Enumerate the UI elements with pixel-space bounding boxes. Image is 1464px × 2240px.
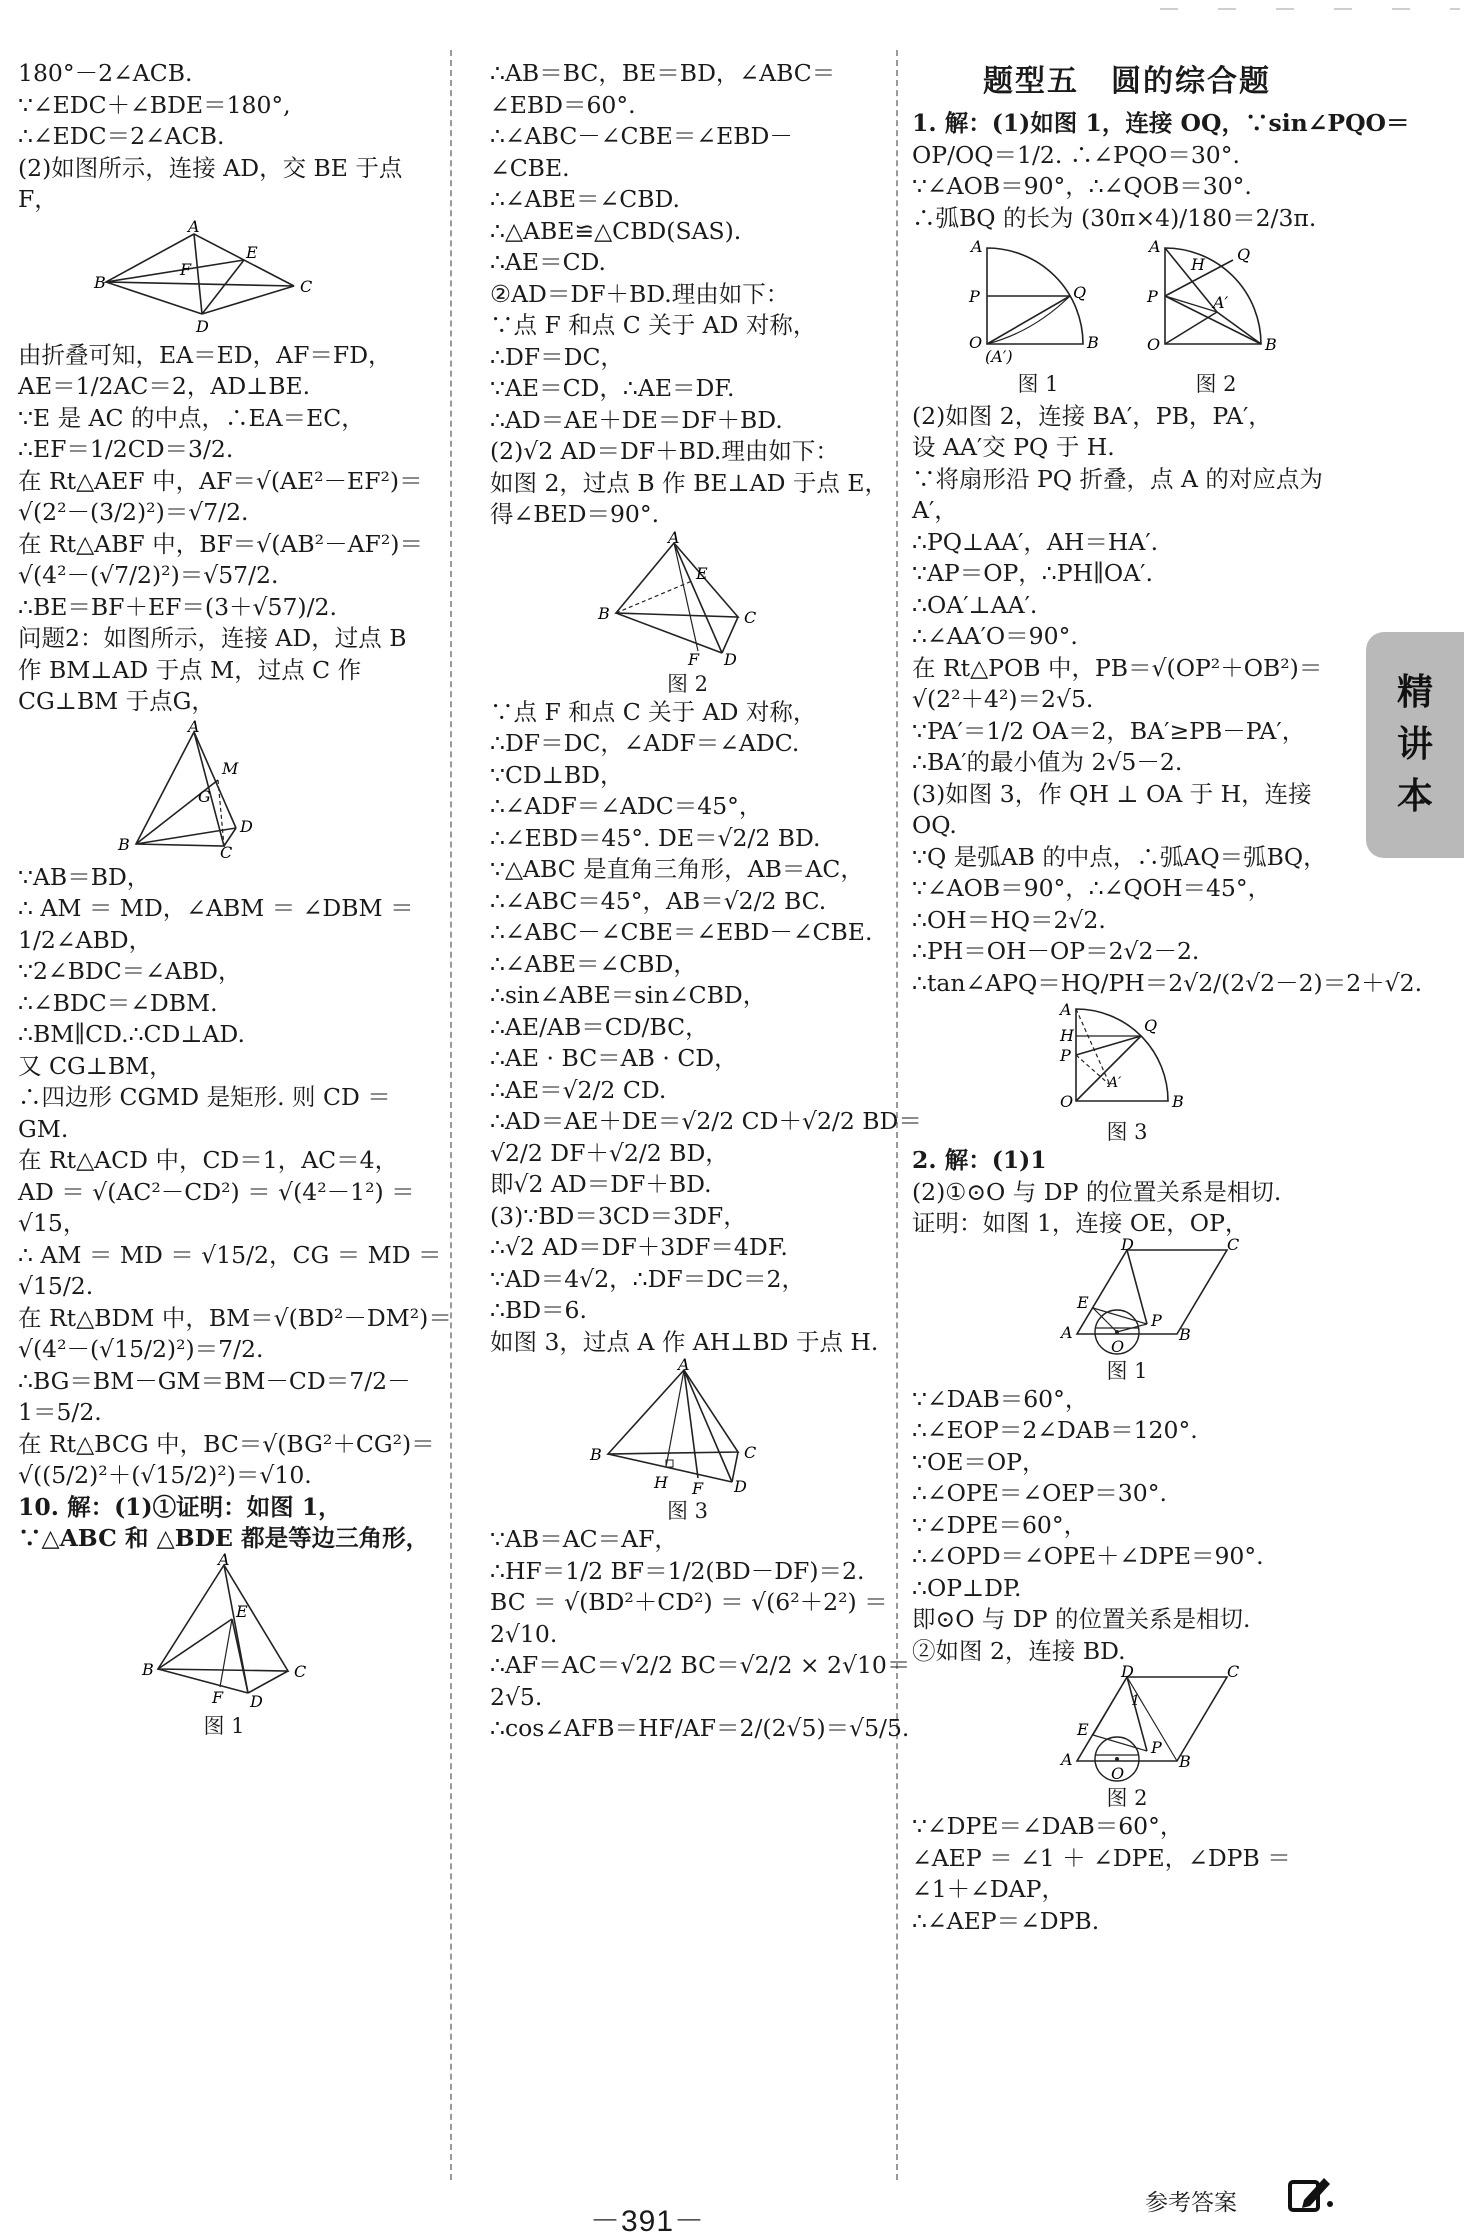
- figure-caption: 图 1: [1106, 1358, 1148, 1383]
- text-line: ∴ AM ＝ MD ＝ √15/2，CG ＝ MD ＝: [18, 1240, 442, 1269]
- svg-text:G: G: [198, 786, 211, 806]
- text-line: √(4²－(√7/2)²)＝√57/2.: [18, 561, 279, 589]
- top-edge-marks: [1160, 0, 1460, 19]
- svg-text:C: C: [743, 1443, 756, 1462]
- text-line: (2)√2 AD＝DF＋BD.理由如下：: [490, 437, 839, 465]
- text-line: √(4²－(√15/2)²)＝7/2.: [18, 1335, 264, 1363]
- text-line: ∴BM∥CD.∴CD⊥AD.: [18, 1020, 245, 1048]
- svg-text:D: D: [723, 649, 737, 669]
- text-line: ∴∠ABC－∠CBE＝∠EBD－∠CBE.: [490, 918, 873, 946]
- text-line: √((5/2)²＋(√15/2)²)＝√10.: [18, 1461, 312, 1489]
- svg-text:A: A: [677, 1355, 690, 1374]
- figures-sector-1-2: [912, 238, 1342, 397]
- svg-text:D: D: [1121, 1234, 1134, 1254]
- svg-text:C: C: [1227, 1662, 1240, 1681]
- svg-text:O: O: [1147, 335, 1161, 354]
- text-line: ∠AEP ＝ ∠1 ＋ ∠DPE，∠DPB ＝: [912, 1843, 1291, 1872]
- svg-text:P: P: [1060, 1046, 1071, 1065]
- figure-2-right-triangle: [490, 527, 885, 669]
- text-line: ②如图 2，连接 BD.: [912, 1636, 1126, 1665]
- svg-text:P: P: [1151, 1310, 1162, 1330]
- text-line: ∴AF＝AC＝√2/2 BC＝√2/2 × 2√10＝: [490, 1651, 911, 1679]
- text-line: ∴AB＝BC，BE＝BD，∠ABC＝: [490, 59, 836, 87]
- svg-text:E: E: [695, 563, 708, 583]
- text-line: ∵Q 是弧AB 的中点，∴弧AQ＝弧BQ，: [912, 842, 1327, 871]
- svg-text:P: P: [969, 287, 980, 306]
- text-line: ∵点 F 和点 C 关于 AD 对称，: [490, 311, 817, 339]
- text-line: ∠EBD＝60°.: [490, 90, 636, 119]
- figure-rhombus-1: [912, 1234, 1342, 1356]
- svg-text:B: B: [1087, 333, 1099, 352]
- text-line: ∴BA′的最小值为 2√5－2.: [912, 748, 1183, 776]
- text-line: ∴∠EDC＝2∠ACB.: [18, 122, 225, 150]
- text-line: 证明：如图 1，连接 OE，OP，: [912, 1209, 1249, 1237]
- text-line: √15/2.: [18, 1272, 94, 1300]
- text-line: 得∠BED＝90°.: [490, 500, 660, 528]
- text-line: ∵CD⊥BD，: [490, 760, 624, 789]
- text-line: ∵∠DPE＝∠DAB＝60°，: [912, 1812, 1184, 1840]
- figure-caption: 图 2: [666, 671, 709, 696]
- text-line: ∴cos∠AFB＝HF/AF＝2/(2√5)＝√5/5.: [490, 1714, 910, 1742]
- svg-text:A: A: [1061, 1750, 1073, 1769]
- edit-pencil-icon: [1284, 2172, 1334, 2222]
- text-line: (3)如图 3，作 QH ⊥ OA 于 H，连接 OQ.: [912, 779, 1312, 839]
- text-line: ∵AD＝4√2，∴DF＝DC＝2，: [490, 1264, 806, 1293]
- text-line: (3)∵BD＝3CD＝3DF，: [490, 1201, 747, 1230]
- svg-text:C: C: [220, 842, 233, 862]
- text-line: 如图 3，过点 A 作 AH⊥BD 于点 H.: [490, 1327, 879, 1356]
- svg-text:P: P: [1151, 1738, 1162, 1757]
- svg-text:A: A: [188, 716, 200, 736]
- text-line: ∵点 F 和点 C 关于 AD 对称，: [490, 697, 817, 726]
- text-line: AD ＝ √(AC²－CD²) ＝ √(4²－1²) ＝: [18, 1177, 415, 1206]
- svg-text:B: B: [1179, 1752, 1191, 1771]
- text-line: ∴弧BQ 的长为 (30π×4)/180＝2/3π.: [912, 203, 1317, 232]
- figure-equilateral-triangles: [18, 1549, 430, 1711]
- svg-text:B: B: [142, 1659, 154, 1679]
- svg-text:D: D: [240, 816, 253, 836]
- figure-3-triangle: [490, 1355, 885, 1498]
- column-divider-left: [450, 50, 452, 2180]
- text-line: ∴tan∠APQ＝HQ/PH＝2√2/(2√2－2)＝2＋√2.: [912, 968, 1423, 997]
- text-line: (2)①⊙O 与 DP 的位置关系是相切.: [912, 1177, 1282, 1206]
- text-line: 在 Rt△AEF 中，AF＝√(AE²－EF²)＝: [18, 466, 423, 495]
- text-line: ∵OE＝OP，: [912, 1447, 1046, 1476]
- section-title: 题型五 圆的综合题: [983, 64, 1271, 99]
- text-line: BC ＝ √(BD²＋CD²) ＝ √(6²＋2²) ＝: [490, 1588, 888, 1616]
- text-line: ∴AE＝CD.: [490, 248, 607, 276]
- svg-text:F: F: [180, 259, 192, 279]
- svg-text:A: A: [971, 237, 983, 256]
- footer-reference-label: 参考答案: [1145, 2190, 1237, 2216]
- text-line: √(2²＋4²)＝2√5.: [912, 685, 1094, 713]
- svg-text:C: C: [1227, 1234, 1240, 1254]
- text-line: ∴∠AA′O＝90°.: [912, 622, 1078, 650]
- text-line: ∴∠ABE＝∠CBD.: [490, 185, 680, 213]
- figure-caption: 图 1: [203, 1713, 245, 1738]
- text-line: ∵AP＝OP，∴PH∥OA′.: [912, 559, 1153, 587]
- text-line: ∴BG＝BM－GM＝BM－CD＝7/2－: [18, 1366, 411, 1395]
- svg-text:O: O: [1060, 1092, 1074, 1111]
- svg-text:D: D: [196, 316, 209, 336]
- svg-text:E: E: [1077, 1720, 1089, 1739]
- text-line: ∴HF＝1/2 BF＝1/2(BD－DF)＝2.: [490, 1556, 865, 1585]
- svg-text:F: F: [691, 1479, 703, 1498]
- text-line: ∴DF＝DC，: [490, 342, 624, 371]
- svg-text:M: M: [222, 758, 239, 778]
- svg-text:P: P: [1147, 287, 1158, 306]
- figure-fold-triangle: [18, 216, 430, 336]
- side-tab-char: 精: [1396, 672, 1433, 713]
- text-line: 即√2 AD＝DF＋BD.: [490, 1170, 712, 1198]
- svg-text:F: F: [212, 1687, 224, 1707]
- text-line: ∴OP⊥DP.: [912, 1573, 1022, 1602]
- svg-text:A: A: [1061, 1322, 1073, 1342]
- text-line: 在 Rt△ABF 中，BF＝√(AB²－AF²)＝: [18, 529, 423, 558]
- text-line: ∵∠DPE＝60°，: [912, 1510, 1088, 1539]
- svg-text:B: B: [118, 834, 130, 854]
- text-line: ∵PA′＝1/2 OA＝2，BA′≥PB－PA′，: [912, 716, 1306, 745]
- text-line: ∴DF＝DC，∠ADF＝∠ADC.: [490, 729, 800, 757]
- svg-text:B: B: [1265, 335, 1277, 354]
- svg-text:E: E: [246, 242, 258, 262]
- column-middle: [490, 58, 922, 1745]
- svg-text:B: B: [1179, 1324, 1191, 1344]
- svg-text:H: H: [653, 1473, 668, 1492]
- text-line: ∴AE＝√2/2 CD.: [490, 1075, 667, 1104]
- svg-text:C: C: [743, 607, 756, 627]
- svg-text:A: A: [1060, 1000, 1072, 1019]
- text-line: ∴OA′⊥AA′.: [912, 590, 1038, 619]
- text-line: 设 AA′交 PQ 于 H.: [912, 433, 1115, 461]
- column-left: [18, 58, 452, 1739]
- svg-text:C: C: [294, 1661, 307, 1681]
- text-line: ∵将扇形沿 PQ 折叠，点 A 的对应点为 A′，: [912, 464, 1323, 524]
- svg-text:C: C: [300, 276, 313, 296]
- svg-text:(A′): (A′): [985, 347, 1013, 366]
- text-line: ∴ AM ＝ MD，∠ABM ＝ ∠DBM ＝: [18, 894, 414, 922]
- text-line: ∵AB＝AC＝AF，: [490, 1525, 678, 1553]
- text-line: 1/2∠ABD，: [18, 925, 153, 954]
- text-line: ∴√2 AD＝DF＋3DF＝4DF.: [490, 1233, 788, 1261]
- text-line: 即⊙O 与 DP 的位置关系是相切.: [912, 1605, 1251, 1633]
- text-line: ∴∠ABC－∠CBE＝∠EBD－: [490, 122, 793, 150]
- text-line: (2)如图所示，连接 AD，交 BE 于点F，: [18, 153, 403, 213]
- text-line: ∴AE/AB＝CD/BC，: [490, 1012, 709, 1041]
- text-line: 1＝5/2.: [18, 1398, 102, 1426]
- text-line: 在 Rt△BDM 中，BM＝√(BD²－DM²)＝: [18, 1303, 452, 1332]
- text-line: 由折叠可知，EA＝ED，AF＝FD，: [18, 340, 392, 369]
- text-line: ∵∠AOB＝90°，∴∠QOB＝30°.: [912, 172, 1252, 200]
- side-tab-char: 本: [1396, 776, 1433, 817]
- text-line: OP/OQ＝1/2. ∴∠PQO＝30°.: [912, 140, 1240, 169]
- text-line: ∵△ABC 是直角三角形，AB＝AC，: [490, 855, 864, 883]
- text-line: ∴∠ABC＝45°，AB＝√2/2 BC.: [490, 886, 827, 915]
- text-line: 2√10.: [490, 1619, 558, 1648]
- text-line: √15，: [18, 1209, 87, 1237]
- text-line: (2)如图 2，连接 BA′，PB，PA′，: [912, 401, 1272, 430]
- text-line: ∠CBE.: [490, 153, 570, 182]
- text-line: ∵E 是 AC 的中点，∴EA＝EC，: [18, 403, 365, 432]
- svg-text:Q: Q: [1144, 1016, 1158, 1035]
- text-line: 在 Rt△BCG 中，BC＝√(BG²＋CG²)＝: [18, 1429, 435, 1458]
- svg-text:D: D: [1121, 1662, 1134, 1681]
- svg-text:A: A: [188, 216, 200, 236]
- text-line: ∴BE＝BF＋EF＝(3＋√57)/2.: [18, 592, 337, 621]
- text-line: ②AD＝DF＋BD.理由如下：: [490, 279, 790, 308]
- question-2-heading: 2. 解：(1)1: [912, 1146, 1047, 1174]
- text-line: ∴OH＝HQ＝2√2.: [912, 905, 1106, 934]
- figure-caption: 图 3: [1106, 1120, 1148, 1144]
- svg-text:A: A: [667, 527, 680, 547]
- svg-text:H: H: [1191, 255, 1205, 274]
- text-line: ∴∠EOP＝2∠DAB＝120°.: [912, 1416, 1198, 1444]
- text-line: ∴∠BDC＝∠DBM.: [18, 988, 218, 1017]
- text-line: ∴AD＝AE＋DE＝DF＋BD.: [490, 405, 783, 434]
- svg-text:B: B: [597, 603, 610, 623]
- text-line: ∴PH＝OH－OP＝2√2－2.: [912, 937, 1200, 965]
- text-line: 在 Rt△POB 中，PB＝√(OP²＋OB²)＝: [912, 653, 1323, 682]
- svg-text:B: B: [94, 272, 106, 292]
- text-line: √(2²－(3/2)²)＝√7/2.: [18, 498, 249, 526]
- text-line: ∴△ABE≌△CBD(SAS).: [490, 216, 742, 245]
- text-line: 2√5.: [490, 1682, 543, 1711]
- svg-text:E: E: [1077, 1292, 1089, 1312]
- figure-problem2-triangle: [18, 716, 430, 862]
- svg-text:O: O: [969, 333, 983, 352]
- figure-rhombus-2: [912, 1662, 1342, 1783]
- problem-10-heading: 10. 解：(1)①证明：如图 1，∵△ABC 和 △BDE 都是等边三角形，: [18, 1492, 430, 1552]
- svg-text:1: 1: [1131, 1693, 1140, 1709]
- svg-text:D: D: [250, 1691, 263, 1711]
- figure-caption: 图 2: [1195, 371, 1237, 396]
- svg-text:Q: Q: [1237, 245, 1251, 264]
- text-line: 又 CG⊥BM，: [18, 1051, 173, 1080]
- text-line: ∴∠ABE＝∠CBD，: [490, 949, 697, 978]
- text-line: ∴∠ADF＝∠ADC＝45°，: [490, 792, 763, 820]
- text-line: ∵AE＝CD，∴AE＝DF.: [490, 374, 735, 402]
- svg-text:F: F: [687, 649, 699, 669]
- text-line: ∴BD＝6.: [490, 1296, 587, 1324]
- figure-sector-3: [912, 1000, 1342, 1115]
- side-tab-char: 讲: [1396, 724, 1433, 765]
- svg-text:D: D: [733, 1477, 747, 1496]
- text-line: ∠1＋∠DAP，: [912, 1875, 1065, 1903]
- svg-text:O: O: [1111, 1764, 1125, 1783]
- text-line: ∴∠AEP＝∠DPB.: [912, 1906, 1100, 1935]
- page-number: －391－: [590, 2205, 706, 2238]
- text-line: ∴sin∠ABE＝sin∠CBD，: [490, 981, 767, 1009]
- text-line: 问题2：如图所示，连接 AD，过点 B 作 BM⊥AD 于点 M，过点 C 作 CG⊥BM 于点G，: [18, 624, 407, 715]
- text-line: ∵2∠BDC＝∠ABD，: [18, 957, 242, 985]
- side-tab-jingjiangben: [1366, 632, 1464, 858]
- text-line: ∵∠AOB＝90°，∴∠QOH＝45°，: [912, 874, 1272, 902]
- text-line: 180°－2∠ACB.: [18, 59, 193, 87]
- svg-text:A′: A′: [1213, 293, 1229, 312]
- svg-text:A: A: [218, 1549, 230, 1569]
- text-line: ∴∠OPE＝∠OEP＝30°.: [912, 1479, 1167, 1507]
- figure-caption: 图 2: [1106, 1786, 1148, 1810]
- text-line: ∴EF＝1/2CD＝3/2.: [18, 435, 234, 463]
- text-line: ∴∠OPD＝∠OPE＋∠DPE＝90°.: [912, 1542, 1264, 1570]
- column-right: [912, 58, 1423, 1937]
- figure-caption: 图 1: [1017, 371, 1059, 396]
- text-line: ∴AE · BC＝AB · CD，: [490, 1044, 738, 1072]
- text-line: 如图 2，过点 B 作 BE⊥AD 于点 E，: [490, 468, 889, 497]
- text-line: ∴四边形 CGMD 是矩形. 则 CD ＝ GM.: [18, 1083, 391, 1143]
- svg-text:B: B: [1172, 1092, 1184, 1111]
- text-line: ∵∠EDC＋∠BDE＝180°,: [18, 90, 291, 119]
- text-line: ∴∠EBD＝45°. DE＝√2/2 BD.: [490, 823, 821, 852]
- svg-text:Q: Q: [1073, 283, 1087, 302]
- figure-caption: 图 3: [666, 1499, 709, 1523]
- svg-text:B: B: [589, 1445, 602, 1464]
- text-line: ∵∠DAB＝60°，: [912, 1384, 1089, 1413]
- text-line: 在 Rt△ACD 中，CD＝1，AC＝4，: [18, 1146, 399, 1174]
- text-line: ∵AB＝BD，: [18, 862, 151, 891]
- svg-text:H: H: [1060, 1026, 1074, 1045]
- text-line: AE＝1/2AC＝2，AD⊥BE.: [18, 372, 311, 400]
- text-line: √2/2 DF＋√2/2 BD，: [490, 1138, 729, 1167]
- question-1-heading: 1. 解：(1)如图 1，连接 OQ，∵sin∠PQO＝: [912, 109, 1410, 137]
- text-line: ∴PQ⊥AA′，AH＝HA′.: [912, 527, 1159, 556]
- svg-text:A′: A′: [1108, 1075, 1122, 1091]
- text-line: ∴AD＝AE＋DE＝√2/2 CD＋√2/2 BD＝: [490, 1107, 922, 1135]
- svg-text:A: A: [1149, 237, 1161, 256]
- svg-text:O: O: [1111, 1336, 1125, 1356]
- svg-text:E: E: [236, 1601, 248, 1621]
